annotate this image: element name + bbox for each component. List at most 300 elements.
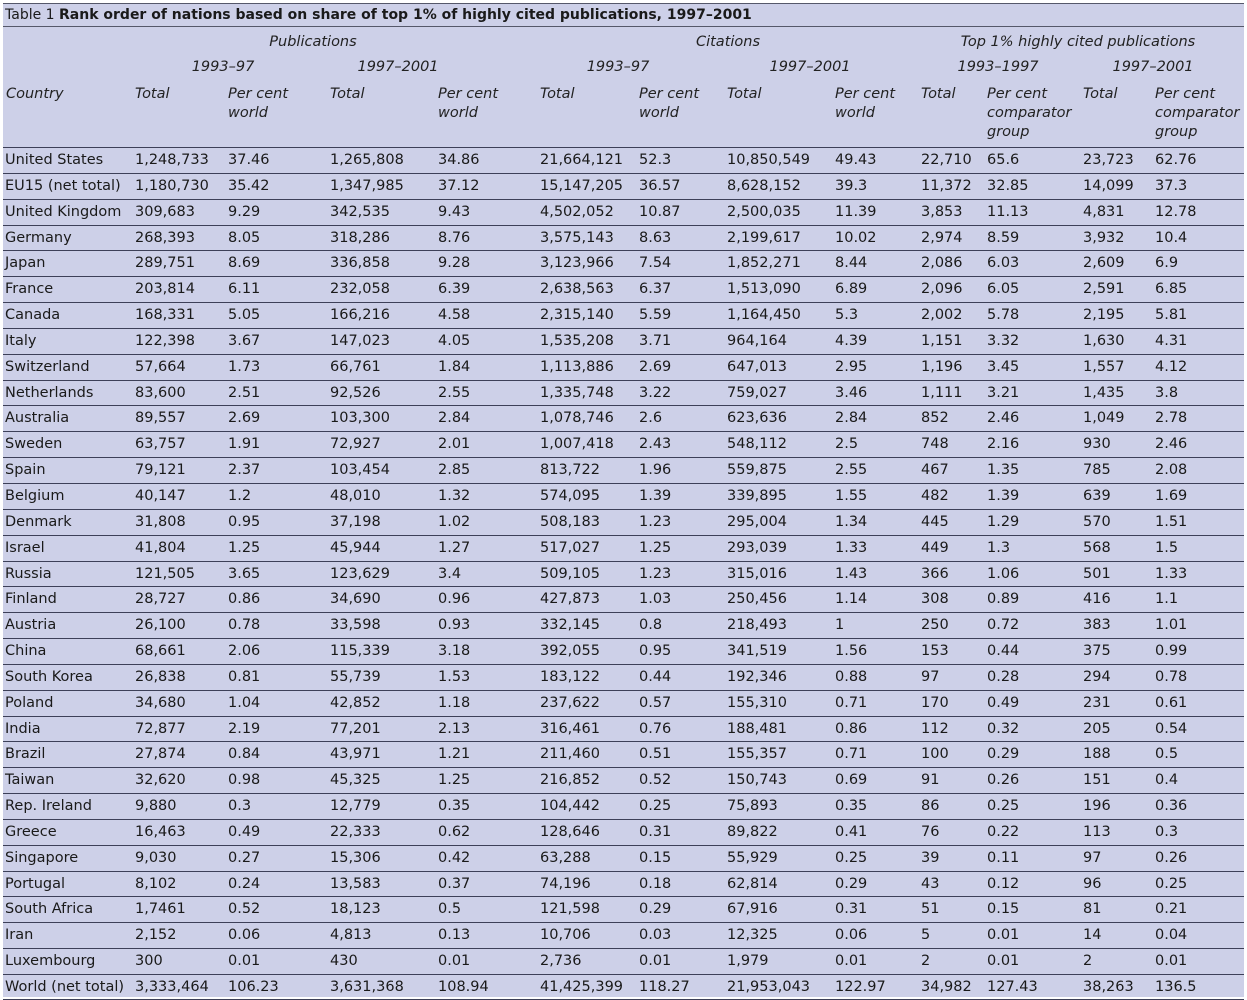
value-cell: 0.26 bbox=[1155, 849, 1188, 866]
value-cell: 449 bbox=[921, 539, 949, 556]
table-row bbox=[3, 716, 1244, 742]
value-cell: 930 bbox=[1083, 436, 1111, 453]
value-cell: 8.69 bbox=[228, 255, 261, 272]
value-cell: 0.84 bbox=[228, 746, 261, 763]
country-cell: Rep. Ireland bbox=[5, 798, 92, 815]
value-cell: 12,325 bbox=[727, 927, 778, 944]
value-cell: 0.89 bbox=[987, 591, 1020, 608]
value-cell: 14,099 bbox=[1083, 177, 1134, 194]
value-cell: 12.78 bbox=[1155, 203, 1197, 220]
value-cell: 48,010 bbox=[330, 487, 381, 504]
table-row bbox=[3, 922, 1244, 948]
value-cell: 8.63 bbox=[639, 229, 672, 246]
value-cell: 0.25 bbox=[987, 798, 1020, 815]
value-cell: 647,013 bbox=[727, 358, 787, 375]
value-cell: 67,916 bbox=[727, 901, 778, 918]
value-cell: 430 bbox=[330, 953, 358, 970]
country-cell: France bbox=[5, 281, 54, 298]
value-cell: 34.86 bbox=[438, 152, 480, 168]
value-cell: 62.76 bbox=[1155, 152, 1197, 168]
value-cell: 5.3 bbox=[835, 307, 859, 324]
value-cell: 34,982 bbox=[921, 979, 972, 995]
table-row bbox=[3, 793, 1244, 819]
value-cell: 3.32 bbox=[987, 332, 1020, 349]
value-cell: 813,722 bbox=[540, 462, 600, 479]
value-cell: 26,838 bbox=[135, 668, 186, 685]
value-cell: 0.51 bbox=[639, 746, 672, 763]
value-cell: 66,761 bbox=[330, 358, 381, 375]
value-cell: 89,822 bbox=[727, 823, 778, 840]
value-cell: 0.49 bbox=[987, 694, 1020, 711]
value-cell: 1,180,730 bbox=[135, 177, 209, 194]
country-cell: China bbox=[5, 643, 47, 660]
value-cell: 8.44 bbox=[835, 255, 868, 272]
value-cell: 97 bbox=[1083, 849, 1102, 866]
value-cell: 2,974 bbox=[921, 229, 963, 246]
value-cell: 1.33 bbox=[1155, 565, 1188, 582]
value-cell: 72,877 bbox=[135, 720, 186, 737]
value-cell: 27,874 bbox=[135, 746, 186, 763]
table-row bbox=[3, 871, 1244, 897]
value-cell: 0.98 bbox=[228, 772, 261, 789]
value-cell: 15,147,205 bbox=[540, 177, 624, 194]
value-cell: 3.45 bbox=[987, 358, 1020, 375]
value-cell: 570 bbox=[1083, 513, 1111, 530]
value-cell: 237,622 bbox=[540, 694, 600, 711]
value-cell: 0.44 bbox=[639, 668, 672, 685]
value-cell: 1 bbox=[835, 617, 845, 634]
value-cell: 42,852 bbox=[330, 694, 381, 711]
table-row bbox=[3, 664, 1244, 690]
value-cell: 32,620 bbox=[135, 772, 186, 789]
value-cell: 39.3 bbox=[835, 177, 868, 194]
column-header: Total bbox=[540, 86, 575, 102]
value-cell: 112 bbox=[921, 720, 949, 737]
value-cell: 342,535 bbox=[330, 203, 390, 220]
value-cell: 0.93 bbox=[438, 617, 471, 634]
country-cell: Singapore bbox=[5, 849, 79, 866]
country-cell: Israel bbox=[5, 539, 45, 556]
value-cell: 65.6 bbox=[987, 152, 1020, 168]
value-cell: 1,007,418 bbox=[540, 436, 614, 453]
value-cell: 316,461 bbox=[540, 720, 600, 737]
table-title: Rank order of nations based on share of top 1% of highly cited publications, 1997–2001 bbox=[59, 7, 752, 23]
value-cell: 467 bbox=[921, 462, 949, 479]
value-cell: 0.86 bbox=[835, 720, 868, 737]
table-row bbox=[3, 845, 1244, 871]
value-cell: 6.85 bbox=[1155, 281, 1188, 298]
value-cell: 2.13 bbox=[438, 720, 471, 737]
value-cell: 13,583 bbox=[330, 875, 381, 892]
column-header: Per cent world bbox=[639, 86, 700, 121]
value-cell: 4,813 bbox=[330, 927, 372, 944]
value-cell: 1.73 bbox=[228, 358, 261, 375]
value-cell: 300 bbox=[135, 953, 163, 970]
value-cell: 89,557 bbox=[135, 410, 186, 427]
value-cell: 16,463 bbox=[135, 823, 186, 840]
value-cell: 11,372 bbox=[921, 177, 972, 194]
value-cell: 155,357 bbox=[727, 746, 787, 763]
value-cell: 6.11 bbox=[228, 281, 261, 298]
value-cell: 31,808 bbox=[135, 513, 186, 530]
period-header: 1997–2001 bbox=[357, 59, 439, 75]
value-cell: 1.21 bbox=[438, 746, 471, 763]
value-cell: 0.44 bbox=[987, 643, 1020, 660]
value-cell: 3,853 bbox=[921, 203, 963, 220]
table-row bbox=[3, 612, 1244, 638]
value-cell: 79,121 bbox=[135, 462, 186, 479]
value-cell: 0.15 bbox=[639, 849, 672, 866]
value-cell: 43,971 bbox=[330, 746, 381, 763]
value-cell: 0.52 bbox=[639, 772, 672, 789]
value-cell: 852 bbox=[921, 410, 949, 427]
value-cell: 339,895 bbox=[727, 487, 787, 504]
value-cell: 3,333,464 bbox=[135, 979, 209, 995]
value-cell: 1.33 bbox=[835, 539, 868, 556]
value-cell: 1,7461 bbox=[135, 901, 186, 918]
value-cell: 52.3 bbox=[639, 152, 672, 168]
value-cell: 0.01 bbox=[835, 953, 868, 970]
country-cell: Russia bbox=[5, 565, 52, 582]
value-cell: 294 bbox=[1083, 668, 1111, 685]
value-cell: 127.43 bbox=[987, 979, 1038, 995]
value-cell: 0.35 bbox=[438, 798, 471, 815]
value-cell: 0.12 bbox=[987, 875, 1020, 892]
value-cell: 293,039 bbox=[727, 539, 787, 556]
value-cell: 0.42 bbox=[438, 849, 471, 866]
value-cell: 183,122 bbox=[540, 668, 600, 685]
value-cell: 1.27 bbox=[438, 539, 471, 556]
value-cell: 9,030 bbox=[135, 849, 177, 866]
value-cell: 6.39 bbox=[438, 281, 471, 298]
value-cell: 37.3 bbox=[1155, 177, 1188, 194]
value-cell: 0.24 bbox=[228, 875, 261, 892]
value-cell: 517,027 bbox=[540, 539, 600, 556]
value-cell: 3,575,143 bbox=[540, 229, 614, 246]
value-cell: 0.52 bbox=[228, 901, 261, 918]
table-row bbox=[3, 354, 1244, 380]
value-cell: 2.84 bbox=[835, 410, 868, 427]
value-cell: 91 bbox=[921, 772, 940, 789]
value-cell: 147,023 bbox=[330, 332, 390, 349]
country-cell: Belgium bbox=[5, 487, 65, 504]
value-cell: 40,147 bbox=[135, 487, 186, 504]
table-row bbox=[3, 638, 1244, 664]
group-header-citations: Citations bbox=[695, 34, 761, 50]
country-cell: Luxembourg bbox=[5, 953, 96, 970]
value-cell: 9.28 bbox=[438, 255, 471, 272]
value-cell: 151 bbox=[1083, 772, 1111, 789]
value-cell: 0.4 bbox=[1155, 772, 1179, 789]
table-row bbox=[3, 405, 1244, 431]
value-cell: 1.43 bbox=[835, 565, 868, 582]
table-row bbox=[3, 328, 1244, 354]
column-header: Per cent world bbox=[438, 86, 499, 121]
value-cell: 51 bbox=[921, 901, 940, 918]
value-cell: 0.25 bbox=[1155, 875, 1188, 892]
value-cell: 1.34 bbox=[835, 513, 868, 530]
value-cell: 623,636 bbox=[727, 410, 787, 427]
table-row bbox=[3, 690, 1244, 716]
country-cell: Japan bbox=[5, 255, 46, 272]
value-cell: 100 bbox=[921, 746, 949, 763]
value-cell: 63,757 bbox=[135, 436, 186, 453]
value-cell: 0.03 bbox=[639, 927, 672, 944]
group-header-top1: Top 1% highly cited publications bbox=[960, 34, 1196, 50]
value-cell: 0.71 bbox=[835, 694, 868, 711]
country-cell: Australia bbox=[5, 410, 70, 427]
value-cell: 8.05 bbox=[228, 229, 261, 246]
table-row bbox=[3, 896, 1244, 922]
value-cell: 548,112 bbox=[727, 436, 787, 453]
country-cell: Finland bbox=[5, 591, 57, 608]
value-cell: 1.35 bbox=[987, 462, 1020, 479]
value-cell: 96 bbox=[1083, 875, 1102, 892]
value-cell: 122,398 bbox=[135, 332, 195, 349]
value-cell: 63,288 bbox=[540, 849, 591, 866]
value-cell: 0.01 bbox=[639, 953, 672, 970]
value-cell: 128,646 bbox=[540, 823, 600, 840]
value-cell: 2,736 bbox=[540, 953, 582, 970]
value-cell: 1,113,886 bbox=[540, 358, 614, 375]
value-cell: 0.29 bbox=[987, 746, 1020, 763]
table-row bbox=[3, 302, 1244, 328]
value-cell: 2.69 bbox=[228, 410, 261, 427]
value-cell: 315,016 bbox=[727, 565, 787, 582]
value-cell: 6.89 bbox=[835, 281, 868, 298]
value-cell: 218,493 bbox=[727, 617, 787, 634]
value-cell: 1.56 bbox=[835, 643, 868, 660]
column-header: Total bbox=[921, 86, 956, 102]
column-header: Total bbox=[135, 86, 170, 102]
value-cell: 1,630 bbox=[1083, 332, 1125, 349]
value-cell: 72,927 bbox=[330, 436, 381, 453]
value-cell: 4.39 bbox=[835, 332, 868, 349]
value-cell: 0.26 bbox=[987, 772, 1020, 789]
value-cell: 103,300 bbox=[330, 410, 390, 427]
value-cell: 2.55 bbox=[835, 462, 868, 479]
value-cell: 3.8 bbox=[1155, 384, 1179, 401]
value-cell: 150,743 bbox=[727, 772, 787, 789]
value-cell: 0.71 bbox=[835, 746, 868, 763]
value-cell: 0.3 bbox=[228, 798, 252, 815]
period-header: 1997–2001 bbox=[1112, 59, 1194, 75]
value-cell: 8,628,152 bbox=[727, 177, 801, 194]
value-cell: 2.95 bbox=[835, 358, 868, 375]
value-cell: 0.11 bbox=[987, 849, 1020, 866]
value-cell: 1.03 bbox=[639, 591, 672, 608]
value-cell: 155,310 bbox=[727, 694, 787, 711]
value-cell: 2.78 bbox=[1155, 410, 1188, 427]
value-cell: 1.32 bbox=[438, 487, 471, 504]
value-cell: 166,216 bbox=[330, 307, 390, 324]
value-cell: 6.9 bbox=[1155, 255, 1179, 272]
value-cell: 0.78 bbox=[228, 617, 261, 634]
value-cell: 295,004 bbox=[727, 513, 787, 530]
table-row bbox=[3, 483, 1244, 509]
value-cell: 14 bbox=[1083, 927, 1102, 944]
value-cell: 2,315,140 bbox=[540, 307, 614, 324]
value-cell: 268,393 bbox=[135, 229, 195, 246]
value-cell: 0.31 bbox=[639, 823, 672, 840]
value-cell: 0.95 bbox=[639, 643, 672, 660]
value-cell: 1.55 bbox=[835, 487, 868, 504]
value-cell: 34,690 bbox=[330, 591, 381, 608]
value-cell: 83,600 bbox=[135, 384, 186, 401]
value-cell: 122.97 bbox=[835, 979, 886, 995]
value-cell: 1.25 bbox=[639, 539, 672, 556]
value-cell: 45,325 bbox=[330, 772, 381, 789]
country-cell: India bbox=[5, 720, 41, 737]
country-cell: Switzerland bbox=[5, 358, 90, 375]
value-cell: 33,598 bbox=[330, 617, 381, 634]
value-cell: 0.25 bbox=[835, 849, 868, 866]
value-cell: 45,944 bbox=[330, 539, 381, 556]
value-cell: 2.46 bbox=[1155, 436, 1188, 453]
country-cell: Germany bbox=[5, 229, 72, 246]
value-cell: 2.08 bbox=[1155, 462, 1188, 479]
value-cell: 118.27 bbox=[639, 979, 690, 995]
value-cell: 55,929 bbox=[727, 849, 778, 866]
value-cell: 1.1 bbox=[1155, 591, 1179, 608]
value-cell: 0.31 bbox=[835, 901, 868, 918]
value-cell: 22,333 bbox=[330, 823, 381, 840]
value-cell: 92,526 bbox=[330, 384, 381, 401]
table-grid bbox=[3, 27, 1244, 997]
value-cell: 2.46 bbox=[987, 410, 1020, 427]
value-cell: 1,265,808 bbox=[330, 152, 404, 168]
value-cell: 2,591 bbox=[1083, 281, 1125, 298]
value-cell: 136.5 bbox=[1155, 979, 1197, 995]
value-cell: 9,880 bbox=[135, 798, 177, 815]
value-cell: 250,456 bbox=[727, 591, 787, 608]
value-cell: 5.05 bbox=[228, 307, 261, 324]
value-cell: 0.21 bbox=[1155, 901, 1188, 918]
value-cell: 231 bbox=[1083, 694, 1111, 711]
value-cell: 0.35 bbox=[835, 798, 868, 815]
value-cell: 3.22 bbox=[639, 384, 672, 401]
value-cell: 2.37 bbox=[228, 462, 261, 479]
country-cell: Brazil bbox=[5, 746, 46, 763]
value-cell: 1,151 bbox=[921, 332, 963, 349]
value-cell: 4.12 bbox=[1155, 358, 1188, 375]
value-cell: 0.25 bbox=[639, 798, 672, 815]
value-cell: 0.88 bbox=[835, 668, 868, 685]
value-cell: 2,195 bbox=[1083, 307, 1125, 324]
value-cell: 308 bbox=[921, 591, 949, 608]
value-cell: 5 bbox=[921, 927, 931, 944]
value-cell: 0.06 bbox=[228, 927, 261, 944]
value-cell: 0.36 bbox=[1155, 798, 1188, 815]
value-cell: 81 bbox=[1083, 901, 1102, 918]
value-cell: 2 bbox=[1083, 953, 1093, 970]
column-header: Per cent comparator group bbox=[1155, 86, 1240, 140]
value-cell: 32.85 bbox=[987, 177, 1029, 194]
table-row bbox=[3, 561, 1244, 587]
table-row bbox=[3, 225, 1244, 251]
value-cell: 1.91 bbox=[228, 436, 261, 453]
table-row bbox=[3, 457, 1244, 483]
value-cell: 2.55 bbox=[438, 384, 471, 401]
value-cell: 1.53 bbox=[438, 668, 471, 685]
value-cell: 2,500,035 bbox=[727, 203, 801, 220]
value-cell: 103,454 bbox=[330, 462, 390, 479]
table-label: Table 1 bbox=[5, 7, 55, 23]
value-cell: 196 bbox=[1083, 798, 1111, 815]
value-cell: 0.01 bbox=[228, 953, 261, 970]
value-cell: 21,953,043 bbox=[727, 979, 811, 995]
value-cell: 10.4 bbox=[1155, 229, 1188, 246]
value-cell: 188 bbox=[1083, 746, 1111, 763]
value-cell: 2.5 bbox=[835, 436, 859, 453]
value-cell: 1.25 bbox=[228, 539, 261, 556]
value-cell: 2,199,617 bbox=[727, 229, 801, 246]
value-cell: 2.51 bbox=[228, 384, 261, 401]
table-row bbox=[3, 948, 1244, 974]
value-cell: 2,002 bbox=[921, 307, 963, 324]
country-cell: South Korea bbox=[5, 668, 93, 685]
value-cell: 2.01 bbox=[438, 436, 471, 453]
table-body bbox=[3, 147, 1244, 1000]
period-header: 1993–1997 bbox=[957, 59, 1039, 75]
value-cell: 34,680 bbox=[135, 694, 186, 711]
value-cell: 0.5 bbox=[438, 901, 462, 918]
value-cell: 1.23 bbox=[639, 565, 672, 582]
value-cell: 1,196 bbox=[921, 358, 963, 375]
value-cell: 3.67 bbox=[228, 332, 261, 349]
value-cell: 1.25 bbox=[438, 772, 471, 789]
column-header: Total bbox=[727, 86, 762, 102]
value-cell: 574,095 bbox=[540, 487, 600, 504]
value-cell: 785 bbox=[1083, 462, 1111, 479]
value-cell: 8.76 bbox=[438, 229, 471, 246]
value-cell: 113 bbox=[1083, 823, 1111, 840]
value-cell: 759,027 bbox=[727, 384, 787, 401]
value-cell: 1,557 bbox=[1083, 358, 1125, 375]
value-cell: 216,852 bbox=[540, 772, 600, 789]
table-row bbox=[3, 147, 1244, 173]
value-cell: 121,598 bbox=[540, 901, 600, 918]
column-header-country: Country bbox=[6, 86, 64, 102]
value-cell: 211,460 bbox=[540, 746, 600, 763]
value-cell: 0.27 bbox=[228, 849, 261, 866]
value-cell: 2.6 bbox=[639, 410, 663, 427]
value-cell: 3.71 bbox=[639, 332, 672, 349]
table-caption bbox=[3, 3, 1244, 27]
value-cell: 416 bbox=[1083, 591, 1111, 608]
country-cell: Italy bbox=[5, 332, 37, 349]
value-cell: 0.78 bbox=[1155, 668, 1188, 685]
value-cell: 0.86 bbox=[228, 591, 261, 608]
value-cell: 0.22 bbox=[987, 823, 1020, 840]
value-cell: 0.32 bbox=[987, 720, 1020, 737]
value-cell: 12,779 bbox=[330, 798, 381, 815]
value-cell: 37.12 bbox=[438, 177, 480, 194]
period-header: 1997–2001 bbox=[769, 59, 851, 75]
value-cell: 0.18 bbox=[639, 875, 672, 892]
value-cell: 37,198 bbox=[330, 513, 381, 530]
value-cell: 1,979 bbox=[727, 953, 769, 970]
value-cell: 0.95 bbox=[228, 513, 261, 530]
value-cell: 3.65 bbox=[228, 565, 261, 582]
value-cell: 2,096 bbox=[921, 281, 963, 298]
value-cell: 1.51 bbox=[1155, 513, 1188, 530]
table-row bbox=[3, 173, 1244, 199]
value-cell: 1.06 bbox=[987, 565, 1020, 582]
value-cell: 366 bbox=[921, 565, 949, 582]
table-row bbox=[3, 431, 1244, 457]
value-cell: 23,723 bbox=[1083, 152, 1134, 168]
